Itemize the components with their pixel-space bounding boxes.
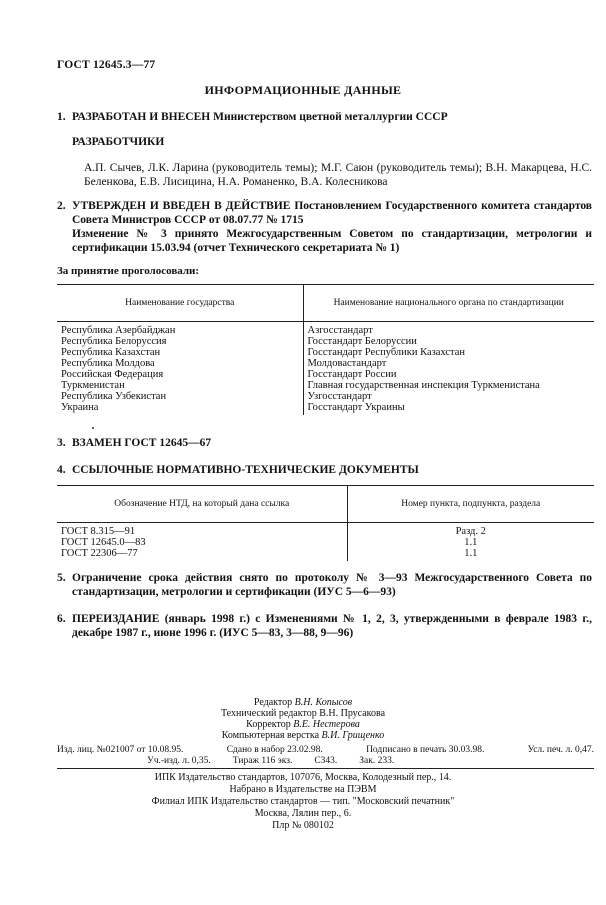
section-2-text: Постановлением Государственного комитета стандартов Совета Министров СССР от 08.07.77 № 1715 — [72, 200, 592, 226]
section-1 — [57, 110, 592, 124]
editor-label: Редактор — [253, 697, 293, 708]
print-info — [57, 745, 594, 767]
table2-cell: ГОСТ 12645.0—83 — [57, 537, 347, 548]
layout-name: В.И. Грищенко — [321, 730, 385, 741]
publisher-line: Москва, Лялин пер., 6. — [254, 808, 352, 819]
table1-cell: Республика Узбекистан — [57, 391, 303, 402]
section-6-number: 6. — [57, 613, 66, 625]
table2-cell: 1.1 — [464, 548, 478, 559]
proofreader-name: В.Е. Нестерова — [293, 719, 360, 730]
credits — [0, 697, 606, 741]
table-row — [57, 537, 594, 548]
pub-sheets: Уч.-изд. л. 0,35. — [147, 756, 211, 766]
section-1-number: 1. — [57, 111, 66, 123]
tech-editor-label: Технический редактор — [220, 708, 317, 719]
table1-cell: Главная государственная инспекция Туркменистана — [307, 380, 540, 391]
section-3 — [57, 436, 592, 450]
table2-header-clause: Номер пункта, подпункта, раздела — [347, 486, 594, 523]
table1-cell: Республика Казахстан — [57, 347, 303, 358]
table1-cell: Республика Азербайджан — [57, 322, 303, 337]
proofreader-label: Корректор — [246, 719, 291, 730]
table-row — [57, 402, 594, 415]
vote-label: За принятие проголосовали: — [57, 265, 200, 277]
print-sheets: Усл. печ. л. 0,47. — [527, 745, 594, 755]
section-4 — [57, 463, 592, 477]
signed-to-print: Подписано в печать 30.03.98. — [366, 745, 485, 755]
publisher-line: Плр № 080102 — [272, 820, 334, 831]
developers-list: А.П. Сычев, Л.К. Ларина (руководитель темы); М.Г. Саюн (руководитель темы); В.Н. Макарцева, Н.С. Беленкова, Е.В. Лисицина, Н.А. Романенко, В.А. Колесникова — [84, 162, 592, 188]
table-row — [57, 548, 594, 561]
table2-cell: Разд. 2 — [455, 526, 486, 537]
section-5 — [57, 571, 592, 599]
table1-cell: Госстандарт России — [307, 369, 397, 380]
section-2-number: 2. — [57, 200, 66, 212]
section-1-text: Министерством цветной металлургии СССР — [213, 111, 448, 123]
table1-cell: Госстандарт Украины — [307, 402, 405, 413]
sent-to-set: Сдано в набор 23.02.98. — [226, 745, 323, 755]
speck — [92, 427, 94, 429]
table1-cell: Республика Белоруссия — [57, 336, 303, 347]
table-row — [57, 358, 594, 369]
table2-cell: 1.1 — [464, 537, 478, 548]
section-4-heading: ССЫЛОЧНЫЕ НОРМАТИВНО-ТЕХНИЧЕСКИЕ ДОКУМЕНТЫ — [72, 464, 419, 476]
publisher-info — [0, 772, 606, 832]
page-title: ИНФОРМАЦИОННЫЕ ДАННЫЕ — [204, 83, 402, 97]
table1-cell: Госстандарт Белоруссии — [307, 336, 417, 347]
order-number: Зак. 233. — [359, 756, 395, 766]
table-row — [57, 523, 594, 538]
table2-cell: ГОСТ 8.315—91 — [57, 523, 347, 538]
section-3-number: 3. — [57, 437, 66, 449]
table1-header-state: Наименование государства — [57, 285, 303, 322]
table1-cell: Туркменистан — [57, 380, 303, 391]
table-row — [57, 380, 594, 391]
table1-cell: Узгосстандарт — [307, 391, 372, 402]
table1-cell: Украина — [57, 402, 303, 415]
section-6-heading: ПЕРЕИЗДАНИЕ — [72, 613, 160, 625]
table-row — [57, 347, 594, 358]
table1-cell: Азгосстандарт — [307, 325, 373, 336]
section-2 — [57, 199, 592, 227]
print-run: Тираж 116 экз. — [232, 756, 293, 766]
table2-header-doc: Обозначение НТД, на который дана ссылка — [57, 486, 347, 523]
publisher-line: Набрано в Издательстве на ПЭВМ — [229, 784, 377, 795]
section-6 — [57, 612, 592, 640]
developers-heading: РАЗРАБОТЧИКИ — [72, 136, 165, 148]
table-row — [57, 322, 594, 337]
table2-cell: ГОСТ 22306—77 — [57, 548, 347, 561]
print-code: С343. — [314, 756, 338, 766]
references-table — [57, 485, 594, 561]
table-row — [57, 369, 594, 380]
table1-cell: Госстандарт Республики Казахстан — [307, 347, 466, 358]
member-states-table — [57, 284, 594, 415]
section-6-text: (январь 1998 г.) с Изменениями № 1, 2, 3, утвержденными в феврале 1983 г., декабре 1987 г., июне 1996 г. (ИУС 5—83, 3—88, 9—96) — [72, 613, 592, 639]
license: Изд. лиц. №021007 от 10.08.95. — [57, 745, 184, 755]
section-2-heading: УТВЕРЖДЕН И ВВЕДЕН В ДЕЙСТВИЕ — [72, 200, 291, 212]
section-4-number: 4. — [57, 464, 66, 476]
section-1-heading: РАЗРАБОТАН И ВНЕСЕН — [72, 111, 211, 123]
section-5-number: 5. — [57, 572, 66, 584]
publisher-line: Филиал ИПК Издательство стандартов — тип. "Московский печатник" — [151, 796, 455, 807]
document-id: ГОСТ 12645.3—77 — [57, 59, 156, 71]
layout-label: Компьютерная верстка — [221, 730, 320, 741]
table1-cell: Российская Федерация — [57, 369, 303, 380]
table-row — [57, 336, 594, 347]
section-3-heading: ВЗАМЕН ГОСТ 12645—67 — [72, 437, 212, 449]
change-3-note: Изменение № 3 принято Межгосударственным Советом по стандартизации, метрологии и сертификации 15.03.94 (отчет Технического секретариата № 1) — [72, 228, 592, 254]
editor-name: В.Н. Копысов — [294, 697, 353, 708]
table-row — [57, 391, 594, 402]
tech-editor-name: В.Н. Прусакова — [319, 708, 386, 719]
publisher-line: ИПК Издательство стандартов, 107076, Москва, Колодезный пер., 14. — [154, 772, 452, 783]
table1-header-body: Наименование национального органа по стандартизации — [303, 285, 594, 322]
table1-cell: Республика Молдова — [57, 358, 303, 369]
divider — [57, 768, 594, 769]
section-5-text: Ограничение срока действия снято по протоколу № 3—93 Межгосударственного Совета по стандартизации, метрологии и сертификации (ИУС 5—6—93) — [72, 572, 592, 598]
table1-cell: Молдовастандарт — [307, 358, 387, 369]
